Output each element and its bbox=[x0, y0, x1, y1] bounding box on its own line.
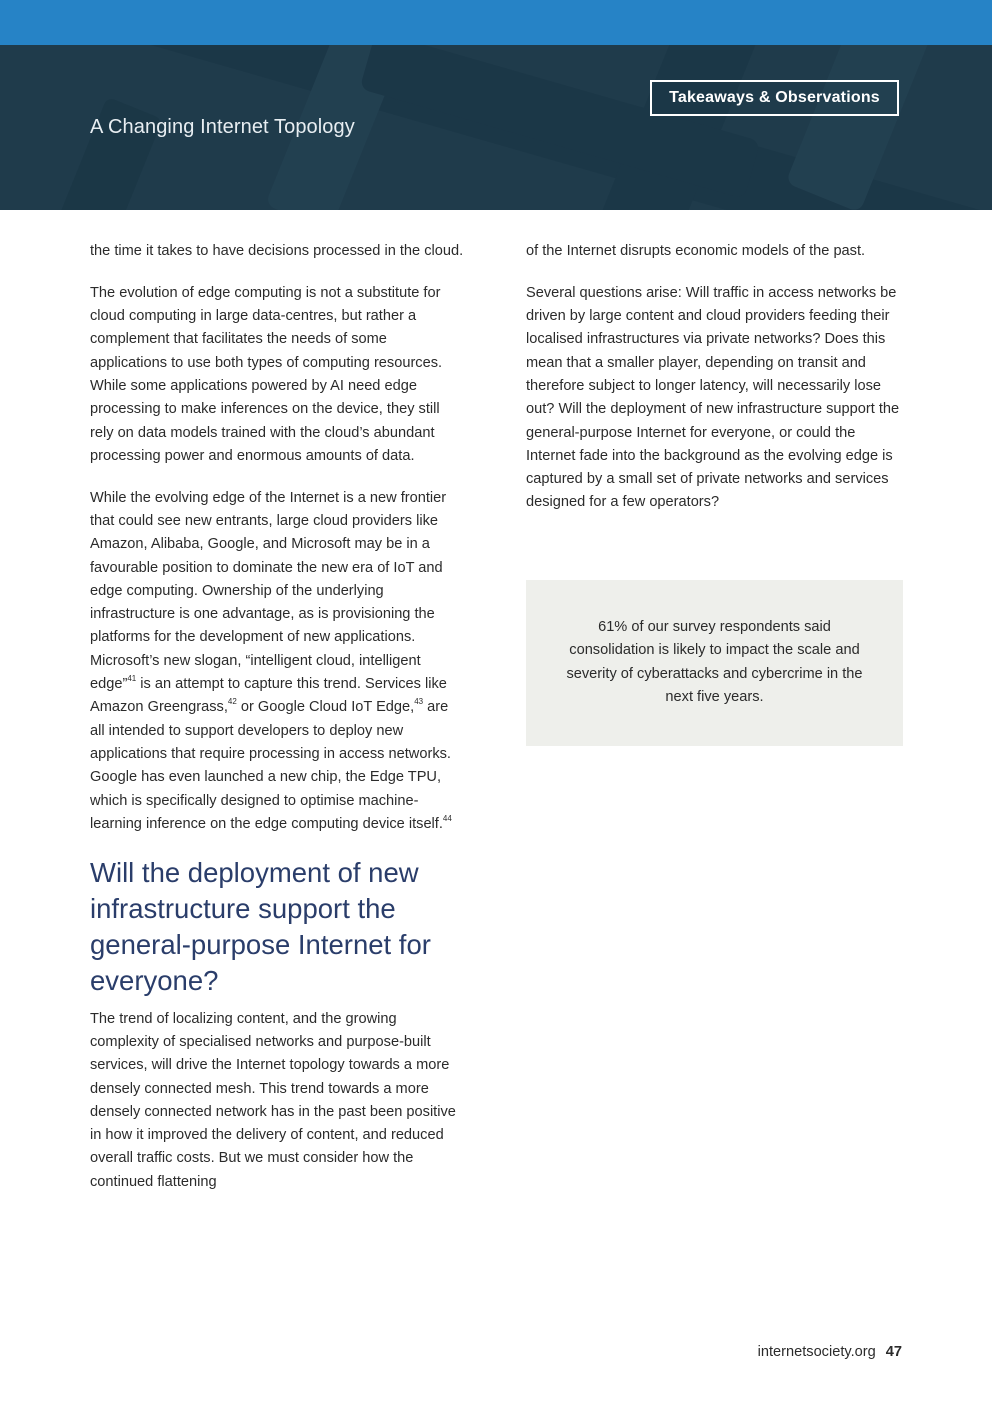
paragraph-text: or Google Cloud IoT Edge, bbox=[236, 699, 415, 716]
left-column bbox=[90, 240, 466, 1213]
page-footer bbox=[758, 1344, 902, 1360]
right-column bbox=[526, 240, 903, 533]
paragraph: of the Internet disrupts economic models of the past. bbox=[526, 243, 866, 259]
footnote-ref: 41 bbox=[127, 674, 137, 684]
section-title: A Changing Internet Topology bbox=[90, 116, 355, 138]
chapter-label-box: Takeaways & Observations bbox=[650, 80, 899, 116]
paragraph-text: is an attempt to capture this trend. Services like Amazon Greengrass, bbox=[90, 676, 447, 716]
paragraph: The evolution of edge computing is not a substitute for cloud computing in large data-centres, but rather a complement that facilitates the needs of some applications to use both types of computing resources. While some applications powered by AI need edge processing to make inferences on the device, they still rely on data models trained with the cloud’s abundant processing power and enormous amounts of data. bbox=[90, 284, 443, 464]
survey-callout: 61% of our survey respondents said consolidation is likely to impact the scale and severity of cyberattacks and cybercrime in the next five years. bbox=[526, 580, 903, 746]
paragraph: Several questions arise: Will traffic in access networks be driven by large content and cloud providers feeding their localised infrastructures via private networks? Does this mean that a smaller player, depending on transit and therefore subject to longer latency, will necessarily lose out? Will the deployment of new infrastructure support the general-purpose Internet for everyone, or could the Internet fade into the background as the evolving edge is captured by a small set of private networks and services designed for a few operators? bbox=[526, 284, 900, 511]
page-number: 47 bbox=[885, 1344, 902, 1360]
paragraph: The trend of localizing content, and the growing complexity of specialised networks and purpose-built services, will drive the Internet topology towards a more densely connected mesh. This trend towards a more densely connected network has in the past been positive in how it improved the delivery of content, and reduced overall traffic costs. But we must consider how the continued flattening bbox=[90, 1010, 456, 1190]
footnote-ref: 43 bbox=[414, 697, 424, 707]
section-subheading: Will the deployment of new infrastructure support the general-purpose Internet for everyone? bbox=[90, 856, 431, 996]
top-accent-bar bbox=[0, 0, 992, 45]
footer-site: internetsociety.org bbox=[757, 1344, 876, 1360]
paragraph-text: are all intended to support developers to deploy new applications that require processing in access networks. Google has even launched a new chip, the Edge TPU, which is specifically designed to optimise machine-learning inference on the edge computing device itself. bbox=[90, 699, 451, 832]
paragraph bbox=[90, 487, 466, 836]
footnote-ref: 42 bbox=[227, 697, 237, 707]
paragraph-text: While the evolving edge of the Internet is a new frontier that could see new entrants, large cloud providers like Amazon, Alibaba, Google, and Microsoft may be in a favourable position to dominate the new era of IoT and edge computing. Ownership of the underlying infrastructure is one advantage, as is provisioning the platforms for the development of new applications. Microsoft’s new slogan, “intelligent cloud, intelligent edge” bbox=[90, 489, 447, 693]
header-banner bbox=[0, 45, 992, 210]
footnote-ref: 44 bbox=[442, 813, 452, 823]
paragraph: the time it takes to have decisions processed in the cloud. bbox=[90, 243, 464, 259]
